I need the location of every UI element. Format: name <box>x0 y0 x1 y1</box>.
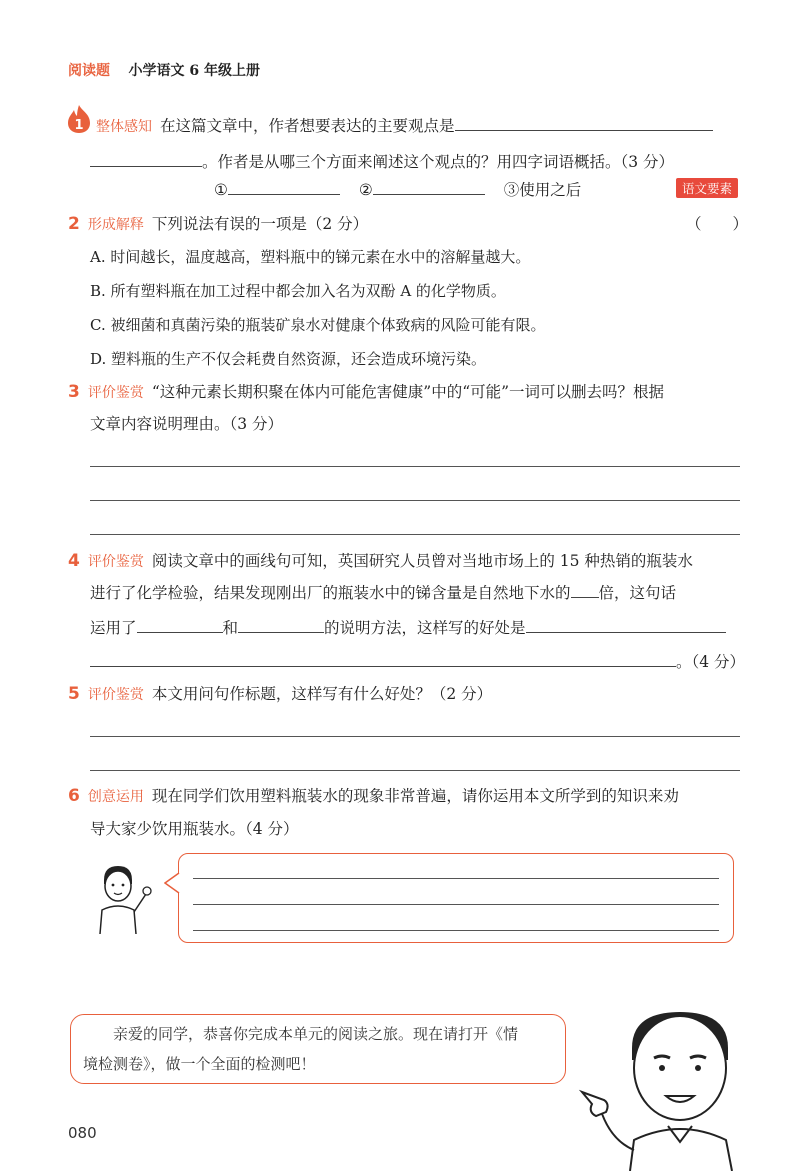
section-label: 阅读题 <box>68 63 110 79</box>
q3-answer-line-1[interactable] <box>90 466 740 467</box>
q6-text: 现在同学们饮用塑料瓶装水的现象非常普遍，请你运用本文所学到的知识来劝 <box>151 787 679 805</box>
q4-number: 4 <box>68 551 80 571</box>
q4-method-blank-2[interactable] <box>238 614 324 633</box>
q4-text3b: 和 <box>222 619 239 637</box>
q4-method-blank-1[interactable] <box>137 614 223 633</box>
q3-text-line2: 文章内容说明理由。（3 分） <box>90 415 284 433</box>
q2-answer-bracket[interactable]: （ ） <box>685 215 748 233</box>
q4-line2 <box>90 577 750 609</box>
q1-blank2-label: ② <box>358 181 373 199</box>
q4-times-blank[interactable] <box>571 579 599 598</box>
q1-answer-blank-main[interactable] <box>455 112 713 131</box>
page-number: 080 <box>68 1124 97 1142</box>
q6-number: 6 <box>68 786 80 806</box>
q4-line4 <box>90 646 750 678</box>
q2-text: 下列说法有误的一项是（2 分） <box>151 215 369 233</box>
q6-text-line2: 导大家少饮用瓶装水。（4 分） <box>90 820 299 838</box>
page-header <box>68 60 260 80</box>
q2-option-c[interactable]: C. 被细菌和真菌污染的瓶装矿泉水对健康个体致病的风险可能有限。 <box>90 316 546 334</box>
tip-line-1: 亲爱的同学，恭喜你完成本单元的阅读之旅。现在请打开《情 <box>113 1025 519 1043</box>
book-title: 小学语文 6 年级上册 <box>128 63 260 79</box>
q3-tag: 评价鉴赏 <box>87 385 144 401</box>
q2-option-a[interactable]: A. 时间越长，温度越高，塑料瓶中的锑元素在水中的溶解量越大。 <box>90 248 531 266</box>
tip-line-2: 境检测卷》，做一个全面的检测吧！ <box>83 1055 316 1073</box>
question-2 <box>68 208 748 241</box>
q6-answer-line-1[interactable] <box>193 878 719 879</box>
q4-text2b: 倍，这句话 <box>598 584 677 602</box>
q4-benefit-blank-cont[interactable] <box>90 648 676 667</box>
q5-number: 5 <box>68 684 80 704</box>
q2-option-b[interactable]: B. 所有塑料瓶在加工过程中都会加入名为双酚 A 的化学物质。 <box>90 282 506 300</box>
q2-number: 2 <box>68 214 80 234</box>
question-4 <box>68 545 748 578</box>
q3-text: “这种元素长期积聚在体内可能危害健康”中的“可能”一词可以删去吗？根据 <box>151 383 665 401</box>
q4-text3a: 运用了 <box>90 619 137 637</box>
q6-answer-line-3[interactable] <box>193 930 719 931</box>
q1-aspect-blank-1[interactable] <box>228 176 340 195</box>
q5-tag: 评价鉴赏 <box>87 687 144 703</box>
key-element-badge: 语文要素 <box>676 178 738 198</box>
teacher-illustration <box>570 1000 770 1171</box>
answer-speech-bubble <box>178 853 734 943</box>
q4-text2a: 进行了化学检验，结果发现刚出厂的瓶装水中的锑含量是自然地下水的 <box>90 584 571 602</box>
q4-text4: 。（4 分） <box>676 653 746 671</box>
q5-answer-line-2[interactable] <box>90 770 740 771</box>
q4-text3c: 的说明方法，这样写的好处是 <box>324 619 526 637</box>
question-6 <box>68 780 748 813</box>
q5-text: 本文用问句作标题，这样写有什么好处？（2 分） <box>151 685 493 703</box>
q2-option-d[interactable]: D. 塑料瓶的生产不仅会耗费自然资源，还会造成环境污染。 <box>90 350 487 368</box>
q1-tag: 整体感知 <box>96 119 152 135</box>
q4-benefit-blank[interactable] <box>526 614 726 633</box>
q3-number: 3 <box>68 382 80 402</box>
q4-text: 阅读文章中的画线句可知，英国研究人员曾对当地市场上的 15 种热销的瓶装水 <box>151 552 693 570</box>
question-1 <box>96 110 746 143</box>
q1-aspects <box>214 174 664 206</box>
q5-answer-line-1[interactable] <box>90 736 740 737</box>
q2-tag: 形成解释 <box>87 217 144 233</box>
q1-blank1-label: ① <box>214 181 228 199</box>
boy-illustration <box>86 860 156 936</box>
q6-answer-line-2[interactable] <box>193 904 719 905</box>
q6-tag: 创意运用 <box>87 789 144 805</box>
q1-text: 在这篇文章中，作者想要表达的主要观点是 <box>160 117 455 135</box>
question-5 <box>68 678 748 711</box>
q1-text2: 。作者是从哪三个方面来阐述这个观点的？用四字词语概括。（3 分） <box>202 153 675 171</box>
bubble-tail <box>164 872 180 894</box>
question-3 <box>68 376 748 409</box>
q4-line3 <box>90 612 750 644</box>
q3-answer-line-2[interactable] <box>90 500 740 501</box>
q1-aspect-blank-2[interactable] <box>373 176 485 195</box>
q1-aspect-3: ③使用之后 <box>503 181 582 199</box>
q4-tag: 评价鉴赏 <box>87 554 144 570</box>
congrats-tip-box <box>70 1014 566 1084</box>
q1-answer-blank-cont[interactable] <box>90 148 202 167</box>
q1-number: 1 <box>74 118 84 133</box>
q3-answer-line-3[interactable] <box>90 534 740 535</box>
flame-icon <box>66 104 92 134</box>
